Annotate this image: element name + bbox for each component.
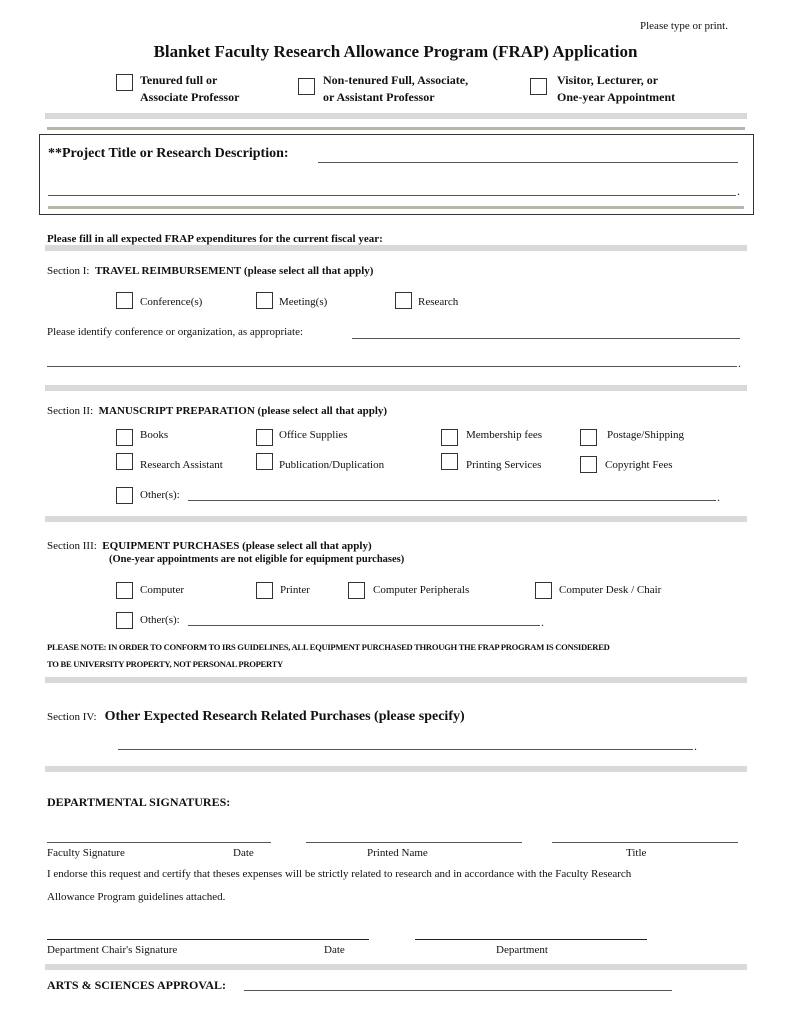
label-publication-duplication: Publication/Duplication — [279, 459, 385, 471]
title-input[interactable] — [552, 842, 738, 843]
end-mark: . — [737, 184, 740, 198]
checkbox-other-equipment[interactable] — [116, 612, 133, 629]
checkbox-printer[interactable] — [256, 582, 273, 599]
checkbox-computer-desk-chair[interactable] — [535, 582, 552, 599]
label-printer: Printer — [280, 584, 310, 596]
divider-bar — [45, 766, 747, 772]
identify-conference-input[interactable] — [352, 338, 740, 339]
date-label: Date — [233, 847, 254, 859]
label-computer: Computer — [140, 584, 184, 596]
label-computer-peripherals: Computer Peripherals — [373, 584, 470, 596]
other-equipment-input[interactable] — [188, 625, 540, 626]
expenditures-instruction: Please fill in all expected FRAP expenditures for the current fiscal year: — [47, 233, 383, 245]
faculty-signature-input[interactable] — [47, 842, 271, 843]
irs-notice-line2: TO BE UNIVERSITY PROPERTY, NOT PERSONAL PROPERTY — [47, 659, 283, 669]
other-manuscript-input[interactable] — [188, 500, 716, 501]
endorsement-text-line2: Allowance Program guidelines attached. — [47, 891, 226, 903]
label-copyright-fees: Copyright Fees — [605, 459, 673, 471]
checkbox-computer-peripherals[interactable] — [348, 582, 365, 599]
end-mark: . — [694, 739, 697, 753]
checkbox-conference[interactable] — [116, 292, 133, 309]
divider-bar — [45, 516, 747, 522]
divider-bar — [45, 113, 747, 119]
checkbox-copyright-fees[interactable] — [580, 456, 597, 473]
checkbox-meeting[interactable] — [256, 292, 273, 309]
project-description-input[interactable] — [48, 195, 736, 196]
project-title-input[interactable] — [318, 162, 738, 163]
label-computer-desk-chair: Computer Desk / Chair — [559, 584, 662, 596]
divider-rule — [47, 127, 745, 130]
label-tenured: Tenured full or Associate Professor — [140, 73, 240, 104]
identify-conference-input-line2[interactable] — [47, 366, 737, 367]
faculty-signature-label: Faculty Signature — [47, 847, 125, 859]
type-or-print-instruction: Please type or print. — [640, 20, 728, 32]
checkbox-books[interactable] — [116, 429, 133, 446]
label-non-tenured: Non-tenured Full, Associate, or Assistant Professor — [323, 73, 469, 104]
chair-signature-input[interactable] — [47, 939, 369, 940]
chair-signature-label: Department Chair's Signature — [47, 944, 178, 956]
endorsement-text-line1: I endorse this request and certify that theses expenses will be strictly related to research and in accordance with the Faculty Research — [47, 868, 632, 880]
label-visitor: Visitor, Lecturer, or One-year Appointment — [557, 73, 676, 104]
arts-sciences-approval-label: ARTS & SCIENCES APPROVAL: — [47, 978, 227, 992]
label-office-supplies: Office Supplies — [279, 429, 348, 441]
section3-heading: Section III: EQUIPMENT PURCHASES (please select all that apply) — [47, 540, 372, 552]
arts-sciences-approval-input[interactable] — [244, 990, 672, 991]
section2-heading: Section II: MANUSCRIPT PREPARATION (please select all that apply) — [47, 405, 388, 417]
printed-name-input[interactable] — [306, 842, 522, 843]
divider-rule — [48, 206, 744, 209]
checkbox-non-tenured[interactable] — [298, 78, 315, 95]
label-postage-shipping: Postage/Shipping — [607, 429, 685, 441]
end-mark: . — [717, 490, 720, 504]
label-meeting: Meeting(s) — [279, 296, 328, 308]
divider-bar — [45, 964, 747, 970]
label-other-manuscript: Other(s): — [140, 489, 180, 501]
end-mark: . — [738, 356, 741, 370]
label-membership-fees: Membership fees — [466, 429, 543, 441]
checkbox-publication-duplication[interactable] — [256, 453, 273, 470]
department-label: Department — [496, 944, 548, 956]
divider-bar — [45, 677, 747, 683]
other-purchases-input[interactable] — [118, 749, 693, 750]
end-mark: . — [541, 615, 544, 629]
project-title-label: **Project Title or Research Description: — [48, 146, 289, 161]
label-research: Research — [418, 296, 459, 308]
checkbox-postage-shipping[interactable] — [580, 429, 597, 446]
department-input[interactable] — [415, 939, 647, 940]
chair-date-label: Date — [324, 944, 345, 956]
checkbox-office-supplies[interactable] — [256, 429, 273, 446]
label-conference: Conference(s) — [140, 296, 203, 308]
checkbox-research-assistant[interactable] — [116, 453, 133, 470]
checkbox-printing-services[interactable] — [441, 453, 458, 470]
checkbox-tenured[interactable] — [116, 74, 133, 91]
checkbox-research[interactable] — [395, 292, 412, 309]
departmental-signatures-heading: DEPARTMENTAL SIGNATURES: — [47, 795, 231, 809]
label-research-assistant: Research Assistant — [140, 459, 223, 471]
divider-bar — [45, 245, 747, 251]
checkbox-other-manuscript[interactable] — [116, 487, 133, 504]
identify-conference-label: Please identify conference or organization, as appropriate: — [47, 326, 304, 338]
printed-name-label: Printed Name — [367, 847, 428, 859]
checkbox-computer[interactable] — [116, 582, 133, 599]
section4-heading: Section IV: Other Expected Research Related Purchases (please specify) — [47, 709, 465, 724]
label-books: Books — [140, 429, 169, 441]
label-printing-services: Printing Services — [466, 459, 542, 471]
section3-eligibility-note: (One-year appointments are not eligible for equipment purchases) — [109, 554, 405, 565]
divider-bar — [45, 385, 747, 391]
checkbox-visitor[interactable] — [530, 78, 547, 95]
page-title: Blanket Faculty Research Allowance Program (FRAP) Application — [153, 42, 638, 61]
irs-notice-line1: PLEASE NOTE: IN ORDER TO CONFORM TO IRS GUIDELINES, ALL EQUIPMENT PURCHASED THROUGH THE FRAP PROGRAM IS CONSIDERED — [47, 642, 610, 652]
section1-heading: Section I: TRAVEL REIMBURSEMENT (please select all that apply) — [47, 265, 374, 277]
title-label: Title — [626, 847, 647, 859]
checkbox-membership-fees[interactable] — [441, 429, 458, 446]
label-other-equipment: Other(s): — [140, 614, 180, 626]
